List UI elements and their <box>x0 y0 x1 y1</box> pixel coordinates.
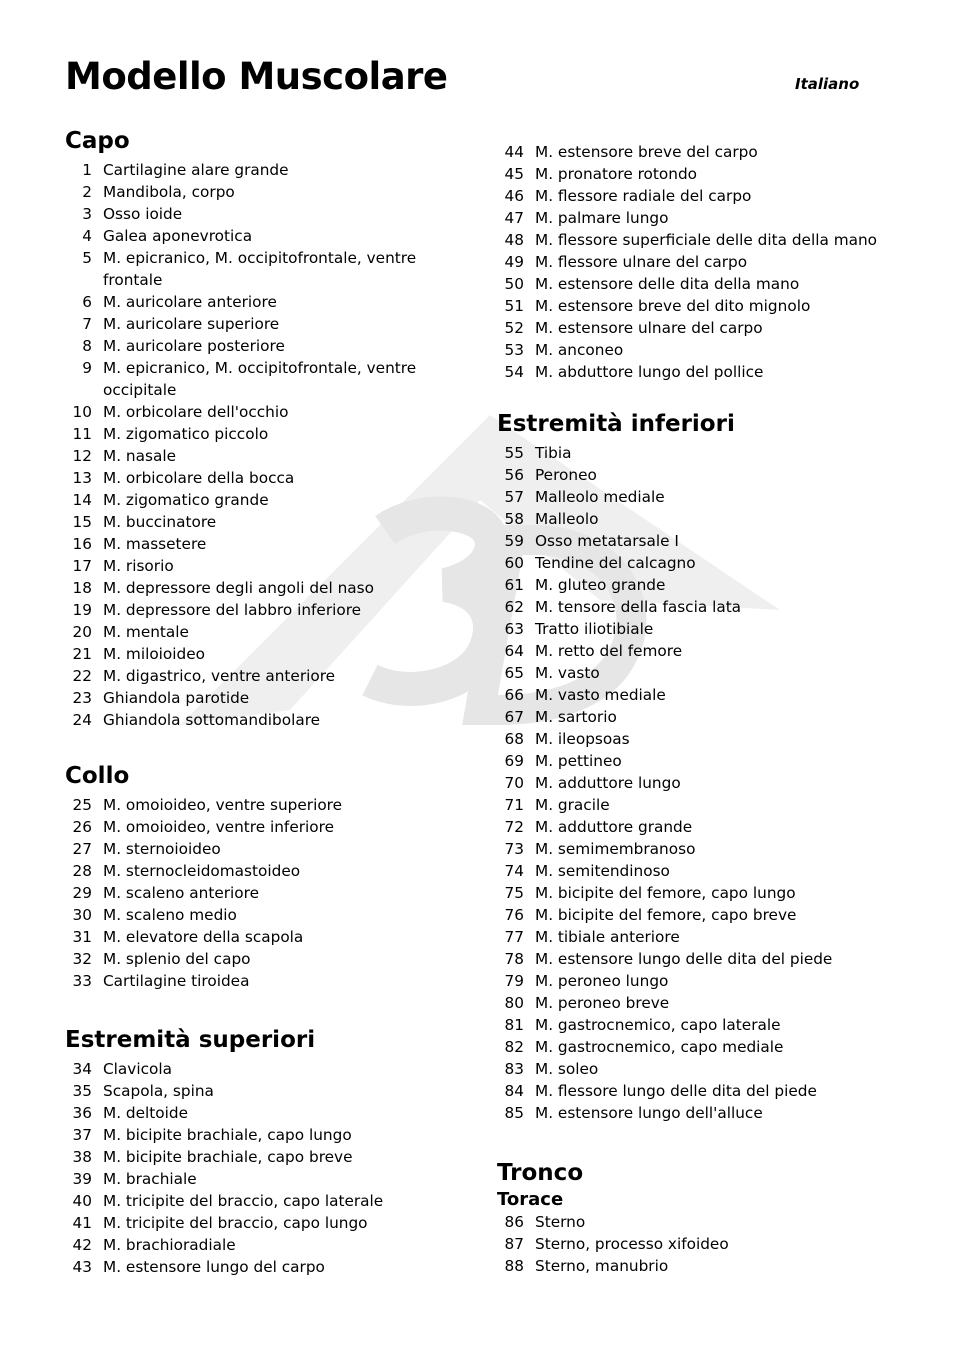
item-number: 72 <box>504 818 524 836</box>
item-label: M. omoioideo, ventre superiore <box>103 796 343 814</box>
item-label: M. estensore delle dita della mano <box>535 275 800 293</box>
list-item <box>65 687 465 709</box>
list-item <box>497 442 832 464</box>
list-item <box>497 339 877 361</box>
item-number: 30 <box>72 906 92 924</box>
list-item <box>65 1124 383 1146</box>
item-label: M. vasto <box>535 664 600 682</box>
item-label: M. tibiale anteriore <box>535 928 680 946</box>
item-number: 1 <box>82 161 92 179</box>
list-item <box>65 709 465 731</box>
list-item <box>65 970 342 992</box>
item-label: M. tricipite del braccio, capo laterale <box>103 1192 384 1210</box>
list-item <box>497 926 832 948</box>
list-item <box>65 882 342 904</box>
list-item <box>65 291 465 313</box>
item-label: M. buccinatore <box>103 513 217 531</box>
list-item <box>497 904 832 926</box>
item-number: 73 <box>504 840 524 858</box>
item-number: 7 <box>82 315 92 333</box>
list-item <box>497 273 877 295</box>
item-number: 43 <box>72 1258 92 1276</box>
list-item <box>65 904 342 926</box>
item-label: M. gracile <box>535 796 610 814</box>
list-item <box>65 489 465 511</box>
language-label: Italiano <box>795 75 860 93</box>
list-item <box>65 816 342 838</box>
list-item <box>65 203 465 225</box>
list-item <box>497 1036 832 1058</box>
list-item <box>497 251 877 273</box>
item-label: M. vasto mediale <box>535 686 666 704</box>
item-label: M. adduttore grande <box>535 818 693 836</box>
item-number: 22 <box>72 667 92 685</box>
item-label: M. palmare lungo <box>535 209 669 227</box>
list-item <box>65 1146 383 1168</box>
item-number: 50 <box>504 275 524 293</box>
item-list <box>497 1211 729 1277</box>
item-number: 23 <box>72 689 92 707</box>
list-item <box>65 181 465 203</box>
section-capo <box>65 123 465 731</box>
item-label: M. sartorio <box>535 708 617 726</box>
item-label: M. estensore lungo del carpo <box>103 1258 325 1276</box>
item-number: 16 <box>72 535 92 553</box>
item-label: M. semimembranoso <box>535 840 696 858</box>
item-number: 17 <box>72 557 92 575</box>
item-label: M. estensore breve del carpo <box>535 143 758 161</box>
list-item <box>65 247 465 291</box>
item-number: 39 <box>72 1170 92 1188</box>
item-list <box>497 141 877 383</box>
list-item <box>65 1058 383 1080</box>
list-item <box>497 552 832 574</box>
item-number: 5 <box>82 249 92 267</box>
item-label: M. flessore lungo delle dita del piede <box>535 1082 817 1100</box>
section-estremita-superiori-cont <box>497 141 877 383</box>
item-number: 68 <box>504 730 524 748</box>
item-number: 46 <box>504 187 524 205</box>
page-title: Modello Muscolare <box>65 55 448 98</box>
list-item <box>497 1255 729 1277</box>
list-item <box>65 794 342 816</box>
item-number: 88 <box>504 1257 524 1275</box>
item-label: M. pronatore rotondo <box>535 165 698 183</box>
item-number: 80 <box>504 994 524 1012</box>
item-number: 4 <box>82 227 92 245</box>
list-item <box>497 794 832 816</box>
item-label: M. scaleno medio <box>103 906 237 924</box>
item-label: M. ileopsoas <box>535 730 630 748</box>
list-item <box>497 772 832 794</box>
item-label: M. deltoide <box>103 1104 189 1122</box>
item-label: M. abduttore lungo del pollice <box>535 363 764 381</box>
item-label: Ghiandola parotide <box>103 689 250 707</box>
item-label: M. brachiale <box>103 1170 197 1188</box>
item-label: M. zigomatico piccolo <box>103 425 269 443</box>
item-label: Osso metatarsale I <box>535 532 679 550</box>
item-number: 49 <box>504 253 524 271</box>
item-label: M. gastrocnemico, capo mediale <box>535 1038 784 1056</box>
item-number: 13 <box>72 469 92 487</box>
item-number: 41 <box>72 1214 92 1232</box>
section-collo <box>65 758 342 992</box>
list-item <box>497 361 877 383</box>
item-number: 20 <box>72 623 92 641</box>
list-item <box>497 618 832 640</box>
item-number: 12 <box>72 447 92 465</box>
list-item <box>497 317 877 339</box>
item-label: M. elevatore della scapola <box>103 928 304 946</box>
list-item <box>497 948 832 970</box>
list-item <box>497 464 832 486</box>
item-label: M. sternocleidomastoideo <box>103 862 301 880</box>
list-item <box>65 838 342 860</box>
item-label: M. retto del femore <box>535 642 683 660</box>
item-number: 38 <box>72 1148 92 1166</box>
list-item <box>65 335 465 357</box>
list-item <box>497 750 832 772</box>
item-number: 47 <box>504 209 524 227</box>
item-number: 48 <box>504 231 524 249</box>
list-item <box>65 1080 383 1102</box>
item-label: M. digastrico, ventre anteriore <box>103 667 336 685</box>
item-number: 11 <box>72 425 92 443</box>
item-number: 70 <box>504 774 524 792</box>
item-number: 40 <box>72 1192 92 1210</box>
item-label: Sterno, processo xifoideo <box>535 1235 729 1253</box>
item-number: 69 <box>504 752 524 770</box>
list-item <box>497 706 832 728</box>
item-label: Peroneo <box>535 466 597 484</box>
list-item <box>65 1102 383 1124</box>
item-label: M. auricolare posteriore <box>103 337 285 355</box>
item-label: M. bicipite del femore, capo lungo <box>535 884 796 902</box>
list-item <box>497 295 877 317</box>
item-label: M. pettineo <box>535 752 622 770</box>
list-item <box>497 1080 832 1102</box>
item-label: M. orbicolare della bocca <box>103 469 295 487</box>
list-item <box>497 882 832 904</box>
list-item <box>497 508 832 530</box>
item-number: 59 <box>504 532 524 550</box>
section-tronco <box>497 1155 729 1277</box>
item-label: M. epicranico, M. occipitofrontale, ventre occipitale <box>103 359 417 399</box>
item-number: 81 <box>504 1016 524 1034</box>
item-number: 75 <box>504 884 524 902</box>
item-number: 19 <box>72 601 92 619</box>
section-title: Estremità inferiori <box>497 411 735 437</box>
item-label: Sterno <box>535 1213 586 1231</box>
item-label: Mandibola, corpo <box>103 183 235 201</box>
list-item <box>497 1102 832 1124</box>
list-item <box>497 574 832 596</box>
section-title: Capo <box>65 128 130 154</box>
item-label: M. gluteo grande <box>535 576 666 594</box>
item-number: 74 <box>504 862 524 880</box>
list-item <box>497 838 832 860</box>
list-item <box>65 599 465 621</box>
item-number: 82 <box>504 1038 524 1056</box>
item-label: Cartilagine tiroidea <box>103 972 250 990</box>
list-item <box>497 992 832 1014</box>
item-number: 29 <box>72 884 92 902</box>
item-label: M. flessore radiale del carpo <box>535 187 752 205</box>
list-item <box>497 486 832 508</box>
list-item <box>65 225 465 247</box>
item-number: 18 <box>72 579 92 597</box>
list-item <box>65 357 465 401</box>
item-number: 56 <box>504 466 524 484</box>
item-label: M. nasale <box>103 447 176 465</box>
item-number: 37 <box>72 1126 92 1144</box>
item-label: M. orbicolare dell'occhio <box>103 403 289 421</box>
list-item <box>65 665 465 687</box>
item-label: Ghiandola sottomandibolare <box>103 711 321 729</box>
list-item <box>497 596 832 618</box>
list-item <box>497 1014 832 1036</box>
item-label: Osso ioide <box>103 205 183 223</box>
item-label: M. risorio <box>103 557 174 575</box>
item-label: Tratto iliotibiale <box>535 620 654 638</box>
item-label: M. zigomatico grande <box>103 491 269 509</box>
item-label: M. depressore degli angoli del naso <box>103 579 374 597</box>
list-item <box>65 511 465 533</box>
item-number: 79 <box>504 972 524 990</box>
list-item <box>497 229 877 251</box>
item-number: 51 <box>504 297 524 315</box>
item-list <box>65 794 342 992</box>
list-item <box>497 1233 729 1255</box>
item-number: 61 <box>504 576 524 594</box>
item-label: M. peroneo lungo <box>535 972 669 990</box>
item-label: M. mentale <box>103 623 189 641</box>
section-estremita-inferiori <box>497 406 832 1124</box>
item-number: 52 <box>504 319 524 337</box>
item-number: 32 <box>72 950 92 968</box>
item-label: M. soleo <box>535 1060 599 1078</box>
list-item <box>497 185 877 207</box>
list-item <box>65 423 465 445</box>
item-label: M. estensore lungo delle dita del piede <box>535 950 833 968</box>
item-label: M. flessore superficiale delle dita della mano <box>535 231 878 249</box>
item-label: M. adduttore lungo <box>535 774 681 792</box>
list-item <box>65 1212 383 1234</box>
item-number: 36 <box>72 1104 92 1122</box>
item-number: 53 <box>504 341 524 359</box>
list-item <box>497 163 877 185</box>
item-number: 24 <box>72 711 92 729</box>
item-label: Tibia <box>535 444 572 462</box>
item-number: 14 <box>72 491 92 509</box>
list-item <box>65 533 465 555</box>
item-number: 65 <box>504 664 524 682</box>
item-label: M. anconeo <box>535 341 624 359</box>
item-number: 77 <box>504 928 524 946</box>
list-item <box>497 684 832 706</box>
item-list <box>497 442 832 1124</box>
item-label: Malleolo mediale <box>535 488 665 506</box>
item-number: 15 <box>72 513 92 531</box>
item-number: 25 <box>72 796 92 814</box>
item-number: 64 <box>504 642 524 660</box>
section-subtitle: Torace <box>497 1189 564 1210</box>
item-number: 9 <box>82 359 92 377</box>
list-item <box>497 530 832 552</box>
item-label: Galea aponevrotica <box>103 227 253 245</box>
item-label: M. omoioideo, ventre inferiore <box>103 818 334 836</box>
item-label: M. brachioradiale <box>103 1236 236 1254</box>
list-item <box>497 816 832 838</box>
item-label: M. miloioideo <box>103 645 206 663</box>
section-estremita-superiori <box>65 1022 383 1278</box>
item-label: M. massetere <box>103 535 207 553</box>
list-item <box>497 1211 729 1233</box>
item-number: 27 <box>72 840 92 858</box>
item-number: 33 <box>72 972 92 990</box>
item-number: 2 <box>82 183 92 201</box>
item-label: M. bicipite brachiale, capo breve <box>103 1148 353 1166</box>
item-number: 44 <box>504 143 524 161</box>
section-title: Estremità superiori <box>65 1027 316 1053</box>
list-item <box>497 728 832 750</box>
list-item <box>65 313 465 335</box>
item-label: M. gastrocnemico, capo laterale <box>535 1016 781 1034</box>
section-title: Collo <box>65 763 130 789</box>
item-number: 35 <box>72 1082 92 1100</box>
list-item <box>65 926 342 948</box>
item-number: 76 <box>504 906 524 924</box>
list-item <box>65 577 465 599</box>
item-number: 6 <box>82 293 92 311</box>
item-label: M. depressore del labbro inferiore <box>103 601 362 619</box>
item-label: M. splenio del capo <box>103 950 251 968</box>
list-item <box>65 1190 383 1212</box>
item-label: M. bicipite del femore, capo breve <box>535 906 797 924</box>
item-number: 42 <box>72 1236 92 1254</box>
item-number: 10 <box>72 403 92 421</box>
item-number: 3 <box>82 205 92 223</box>
list-item <box>65 555 465 577</box>
item-number: 86 <box>504 1213 524 1231</box>
item-label: M. scaleno anteriore <box>103 884 259 902</box>
item-label: M. bicipite brachiale, capo lungo <box>103 1126 352 1144</box>
item-label: M. peroneo breve <box>535 994 670 1012</box>
item-number: 45 <box>504 165 524 183</box>
item-number: 66 <box>504 686 524 704</box>
item-label: M. estensore lungo dell'alluce <box>535 1104 763 1122</box>
item-number: 60 <box>504 554 524 572</box>
item-number: 31 <box>72 928 92 946</box>
item-label: M. flessore ulnare del carpo <box>535 253 748 271</box>
list-item <box>497 970 832 992</box>
list-item <box>65 860 342 882</box>
section-title: Tronco <box>497 1160 584 1186</box>
list-item <box>65 445 465 467</box>
list-item <box>65 1256 383 1278</box>
item-number: 57 <box>504 488 524 506</box>
item-number: 54 <box>504 363 524 381</box>
item-label: M. estensore breve del dito mignolo <box>535 297 811 315</box>
item-label: M. tricipite del braccio, capo lungo <box>103 1214 368 1232</box>
item-number: 78 <box>504 950 524 968</box>
item-list <box>65 1058 383 1278</box>
item-number: 63 <box>504 620 524 638</box>
item-number: 26 <box>72 818 92 836</box>
item-list <box>65 159 465 731</box>
item-label: Tendine del calcagno <box>535 554 696 572</box>
list-item <box>65 401 465 423</box>
item-label: M. sternoioideo <box>103 840 221 858</box>
item-label: M. auricolare anteriore <box>103 293 277 311</box>
item-label: Scapola, spina <box>103 1082 214 1100</box>
item-label: M. estensore ulnare del carpo <box>535 319 763 337</box>
list-item <box>65 621 465 643</box>
item-number: 85 <box>504 1104 524 1122</box>
item-number: 87 <box>504 1235 524 1253</box>
list-item <box>497 141 877 163</box>
list-item <box>497 207 877 229</box>
item-number: 62 <box>504 598 524 616</box>
item-number: 8 <box>82 337 92 355</box>
list-item <box>65 467 465 489</box>
list-item <box>497 640 832 662</box>
item-number: 21 <box>72 645 92 663</box>
list-item <box>497 1058 832 1080</box>
item-number: 83 <box>504 1060 524 1078</box>
item-number: 28 <box>72 862 92 880</box>
item-number: 67 <box>504 708 524 726</box>
item-number: 84 <box>504 1082 524 1100</box>
list-item <box>497 662 832 684</box>
item-label: M. semitendinoso <box>535 862 670 880</box>
list-item <box>65 643 465 665</box>
list-item <box>65 159 465 181</box>
list-item <box>497 860 832 882</box>
item-label: Cartilagine alare grande <box>103 161 289 179</box>
item-number: 55 <box>504 444 524 462</box>
item-label: Malleolo <box>535 510 599 528</box>
item-label: M. tensore della fascia lata <box>535 598 742 616</box>
item-label: M. epicranico, M. occipitofrontale, ventre frontale <box>103 249 417 289</box>
item-label: Sterno, manubrio <box>535 1257 669 1275</box>
item-number: 71 <box>504 796 524 814</box>
list-item <box>65 948 342 970</box>
item-number: 58 <box>504 510 524 528</box>
item-label: M. auricolare superiore <box>103 315 280 333</box>
list-item <box>65 1234 383 1256</box>
item-number: 34 <box>72 1060 92 1078</box>
list-item <box>65 1168 383 1190</box>
item-label: Clavicola <box>103 1060 173 1078</box>
